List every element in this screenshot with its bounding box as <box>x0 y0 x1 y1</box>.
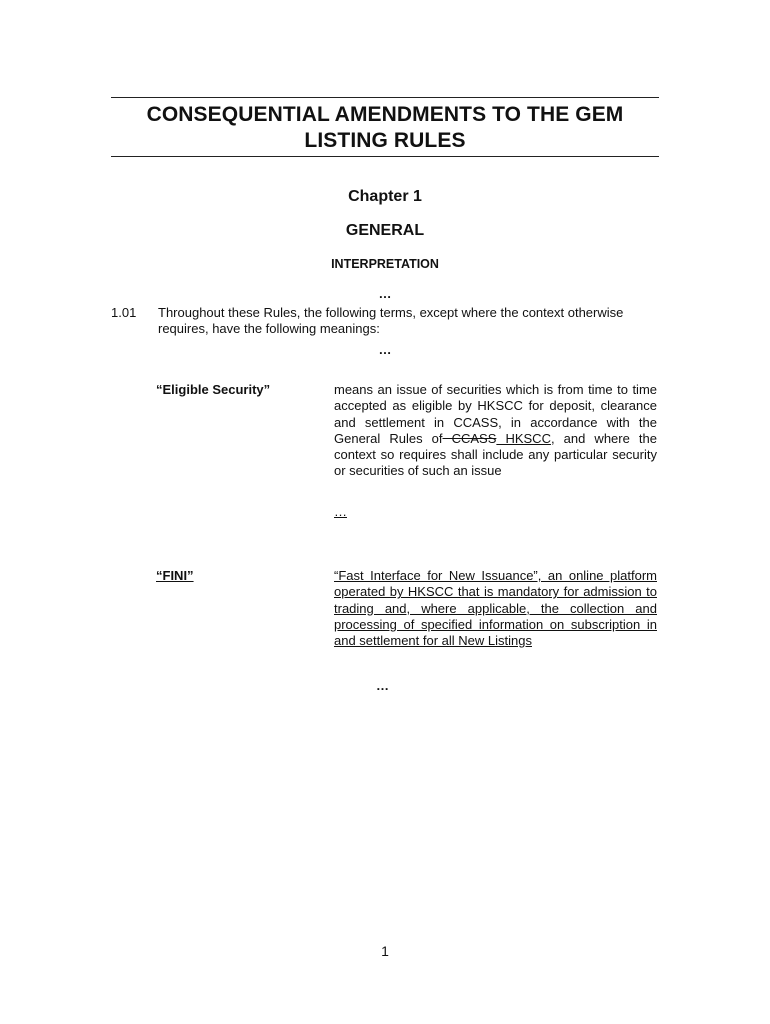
definition-text-after: , and where the context so requires shall include any particular security or securities of such an issue <box>334 430 657 479</box>
rule-text: Throughout these Rules, the following terms, except where the context otherwise requires, have the following meanings: <box>158 305 624 336</box>
document-title <box>111 97 659 157</box>
section-heading: INTERPRETATION <box>331 257 439 271</box>
title-line-2: LISTING RULES <box>304 129 466 152</box>
term-eligible-security: “Eligible Security” <box>156 382 271 397</box>
chapter-title: GENERAL <box>345 222 425 239</box>
deleted-text: CCASS <box>442 430 497 446</box>
term-fini: “FINI” <box>156 568 194 583</box>
page-number: 1 <box>381 943 389 959</box>
definition-text-before: means an issue of securities which is from time to time accepted as eligible by HKSCC for deposit, clearance and settlement in CCASS, in accordance with the General Rules of <box>334 382 657 446</box>
ellipsis-bottom: … <box>376 678 389 693</box>
ellipsis-underlined: … <box>334 504 347 519</box>
ellipsis-after-rule: … <box>378 342 392 357</box>
definition-fini: “Fast Interface for New Issuance”, an online platform operated by HKSCC that is mandatory for admission to trading and, where applicable, the collection and processing of specified information on subscription in and settlement for all New Listings <box>334 568 657 649</box>
rule-number: 1.01 <box>111 305 137 320</box>
definition-eligible-security <box>334 382 657 480</box>
ellipsis-top: … <box>378 286 392 301</box>
inserted-text: HKSCC <box>496 430 551 446</box>
chapter-heading: Chapter 1 <box>348 188 422 205</box>
title-line-1: CONSEQUENTIAL AMENDMENTS TO THE GEM <box>146 103 624 126</box>
